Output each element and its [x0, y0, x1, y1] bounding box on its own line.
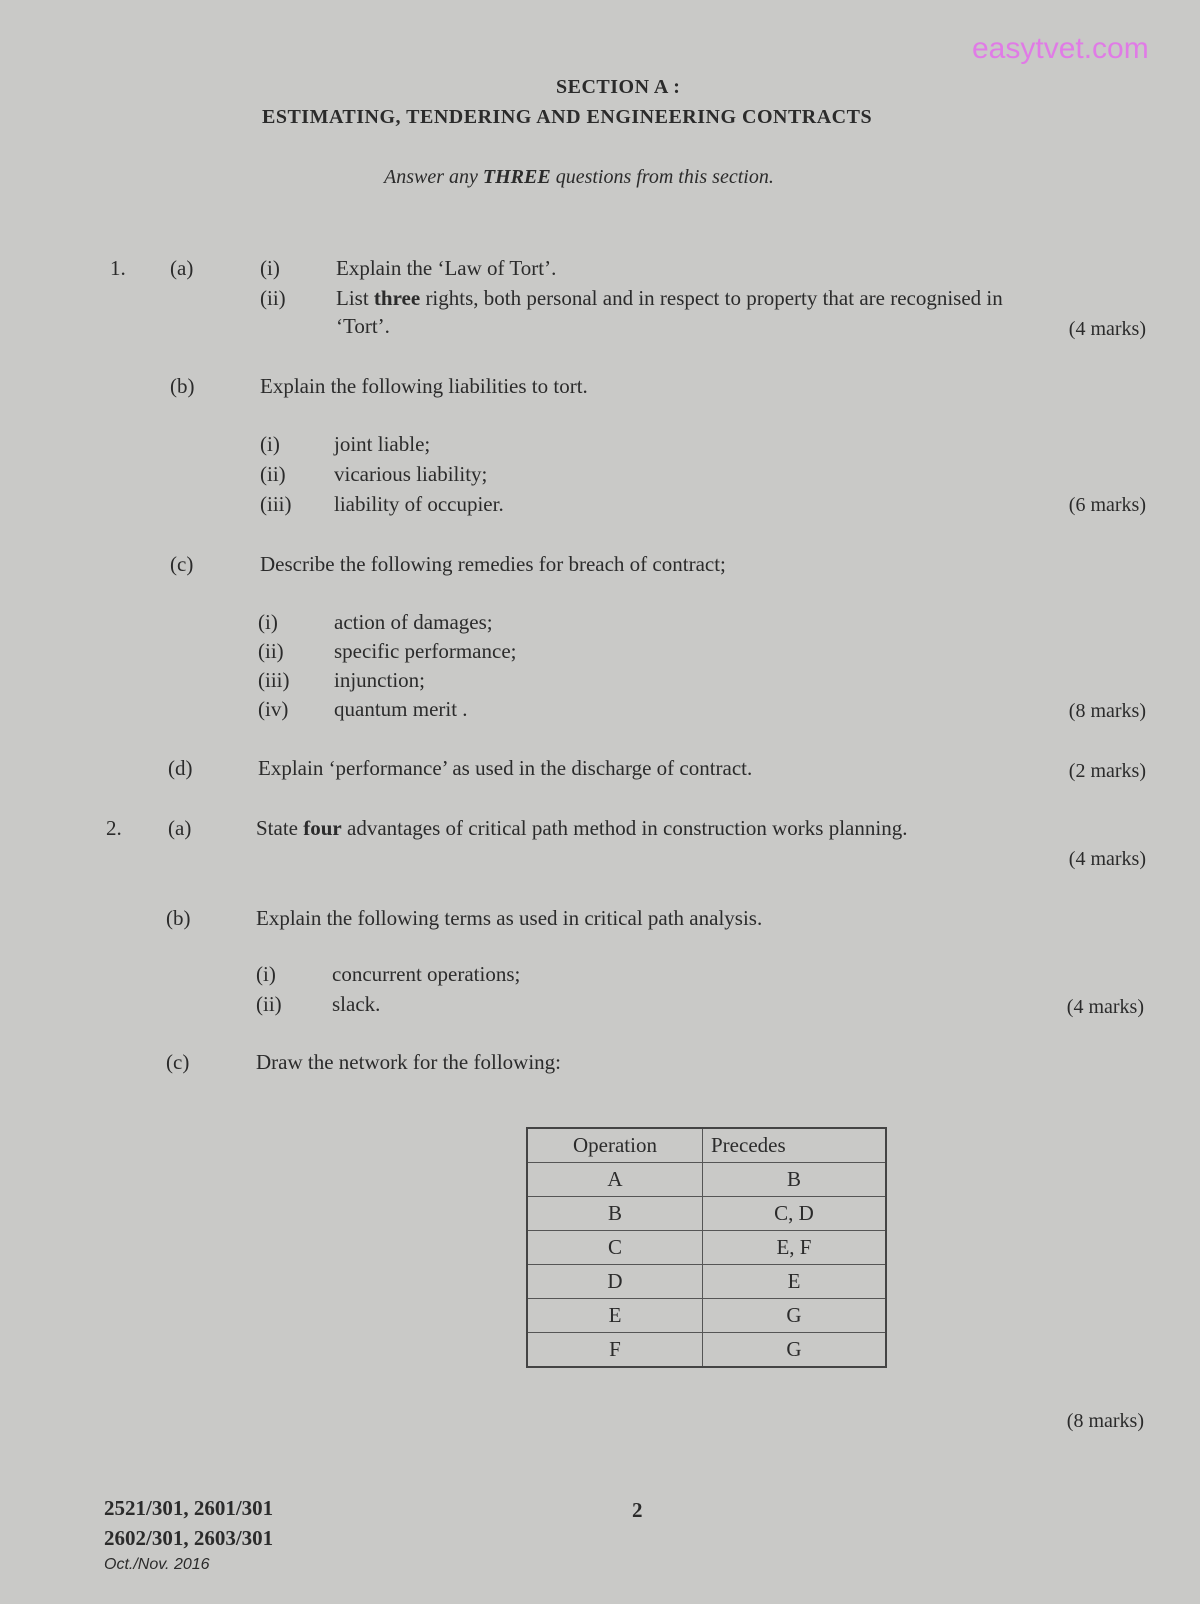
precedes-cell: G	[703, 1333, 887, 1368]
precedes-cell: E, F	[703, 1231, 887, 1265]
question-1-number: 1.	[110, 256, 126, 280]
table-row	[527, 1163, 886, 1197]
q1-a-label: (a)	[170, 256, 194, 280]
q2-b-item-label: (ii)	[256, 992, 282, 1016]
section-instruction	[384, 166, 774, 189]
q2-a-marks: (4 marks)	[1068, 848, 1146, 870]
operation-cell: C	[527, 1231, 703, 1265]
q2-b-item-text: slack.	[332, 992, 381, 1016]
q1-d-text: Explain ‘performance’ as used in the discharge of contract.	[258, 756, 753, 780]
q1-c-item-text: specific performance;	[334, 639, 517, 663]
q2-b-label: (b)	[166, 906, 191, 930]
course-codes-line2: 2602/301, 2603/301	[104, 1526, 274, 1550]
q1-a-i-text: Explain the ‘Law of Tort’.	[336, 256, 557, 280]
q1-c-item-label: (i)	[258, 610, 278, 634]
q1-a-ii-text-line2: ‘Tort’.	[336, 314, 390, 338]
section-heading: SECTION A :	[556, 76, 681, 98]
q1-b-item-label: (iii)	[260, 492, 292, 516]
watermark: easytvet.com	[972, 32, 1149, 65]
exam-date: Oct./Nov. 2016	[104, 1556, 210, 1573]
q1-c-item-text: injunction;	[334, 668, 425, 692]
table-row	[527, 1299, 886, 1333]
precedes-cell: C, D	[703, 1197, 887, 1231]
q1-a-ii-text-end: rights, both personal and in respect to property that are recognised in	[420, 286, 1003, 310]
precedence-table	[526, 1127, 887, 1368]
q1-d-label: (d)	[168, 756, 193, 780]
q2-c-label: (c)	[166, 1050, 190, 1074]
precedes-cell: B	[703, 1163, 887, 1197]
q2-b-item-text: concurrent operations;	[332, 962, 521, 986]
q2-a-text-start: State	[256, 816, 304, 840]
q1-a-ii-text	[336, 286, 1003, 311]
q2-c-marks: (8 marks)	[1066, 1410, 1144, 1432]
q2-a-text-end: advantages of critical path method in construction works planning.	[341, 816, 908, 840]
q1-c-text: Describe the following remedies for breach of contract;	[260, 552, 726, 576]
q1-c-item-label: (ii)	[258, 639, 284, 663]
precedes-cell: G	[703, 1299, 887, 1333]
operation-cell: A	[527, 1163, 703, 1197]
q1-a-i-label: (i)	[260, 256, 280, 280]
q2-a-text	[256, 816, 907, 841]
instruction-text-start: Answer any	[384, 166, 483, 188]
table-row	[527, 1231, 886, 1265]
q2-b-marks: (4 marks)	[1066, 996, 1144, 1018]
q1-d-marks: (2 marks)	[1068, 760, 1146, 782]
q1-b-marks: (6 marks)	[1068, 494, 1146, 516]
precedes-cell: E	[703, 1265, 887, 1299]
instruction-emphasis: THREE	[482, 166, 551, 188]
q1-a-ii-label: (ii)	[260, 286, 286, 310]
q1-b-item-label: (ii)	[260, 462, 286, 486]
operation-cell: E	[527, 1299, 703, 1333]
q2-b-text: Explain the following terms as used in critical path analysis.	[256, 906, 763, 930]
q1-b-item-text: vicarious liability;	[334, 462, 488, 486]
operation-cell: F	[527, 1333, 703, 1368]
table-header-row	[527, 1128, 886, 1163]
q1-a-ii-text-start: List	[336, 286, 374, 310]
q1-b-label: (b)	[170, 374, 195, 398]
q1-c-label: (c)	[170, 552, 194, 576]
q1-a-ii-emphasis: three	[373, 286, 421, 310]
q1-b-text: Explain the following liabilities to tort.	[260, 374, 588, 398]
question-2-number: 2.	[106, 816, 122, 840]
table-row	[527, 1265, 886, 1299]
table-row	[527, 1197, 886, 1231]
q1-b-item-label: (i)	[260, 432, 280, 456]
q1-c-marks: (8 marks)	[1068, 700, 1146, 722]
q1-c-item-text: action of damages;	[334, 610, 493, 634]
operation-cell: B	[527, 1197, 703, 1231]
column-header-operation: Operation	[527, 1128, 703, 1163]
section-title: ESTIMATING, TENDERING AND ENGINEERING CONTRACTS	[262, 106, 873, 128]
q1-b-item-text: joint liable;	[334, 432, 431, 456]
q1-c-item-label: (iv)	[258, 697, 289, 721]
table-row	[527, 1333, 886, 1368]
column-header-precedes: Precedes	[703, 1128, 887, 1163]
page-number: 2	[632, 1498, 643, 1522]
instruction-text-end: questions from this section.	[550, 166, 774, 188]
q2-c-text: Draw the network for the following:	[256, 1050, 562, 1074]
q1-c-item-text: quantum merit .	[334, 697, 468, 721]
operation-cell: D	[527, 1265, 703, 1299]
q2-a-emphasis: four	[303, 816, 342, 840]
q1-a-marks: (4 marks)	[1068, 318, 1146, 340]
q2-a-label: (a)	[168, 816, 192, 840]
q1-b-item-text: liability of occupier.	[334, 492, 504, 516]
q2-b-item-label: (i)	[256, 962, 276, 986]
course-codes-line1: 2521/301, 2601/301	[104, 1496, 274, 1520]
q1-c-item-label: (iii)	[258, 668, 290, 692]
